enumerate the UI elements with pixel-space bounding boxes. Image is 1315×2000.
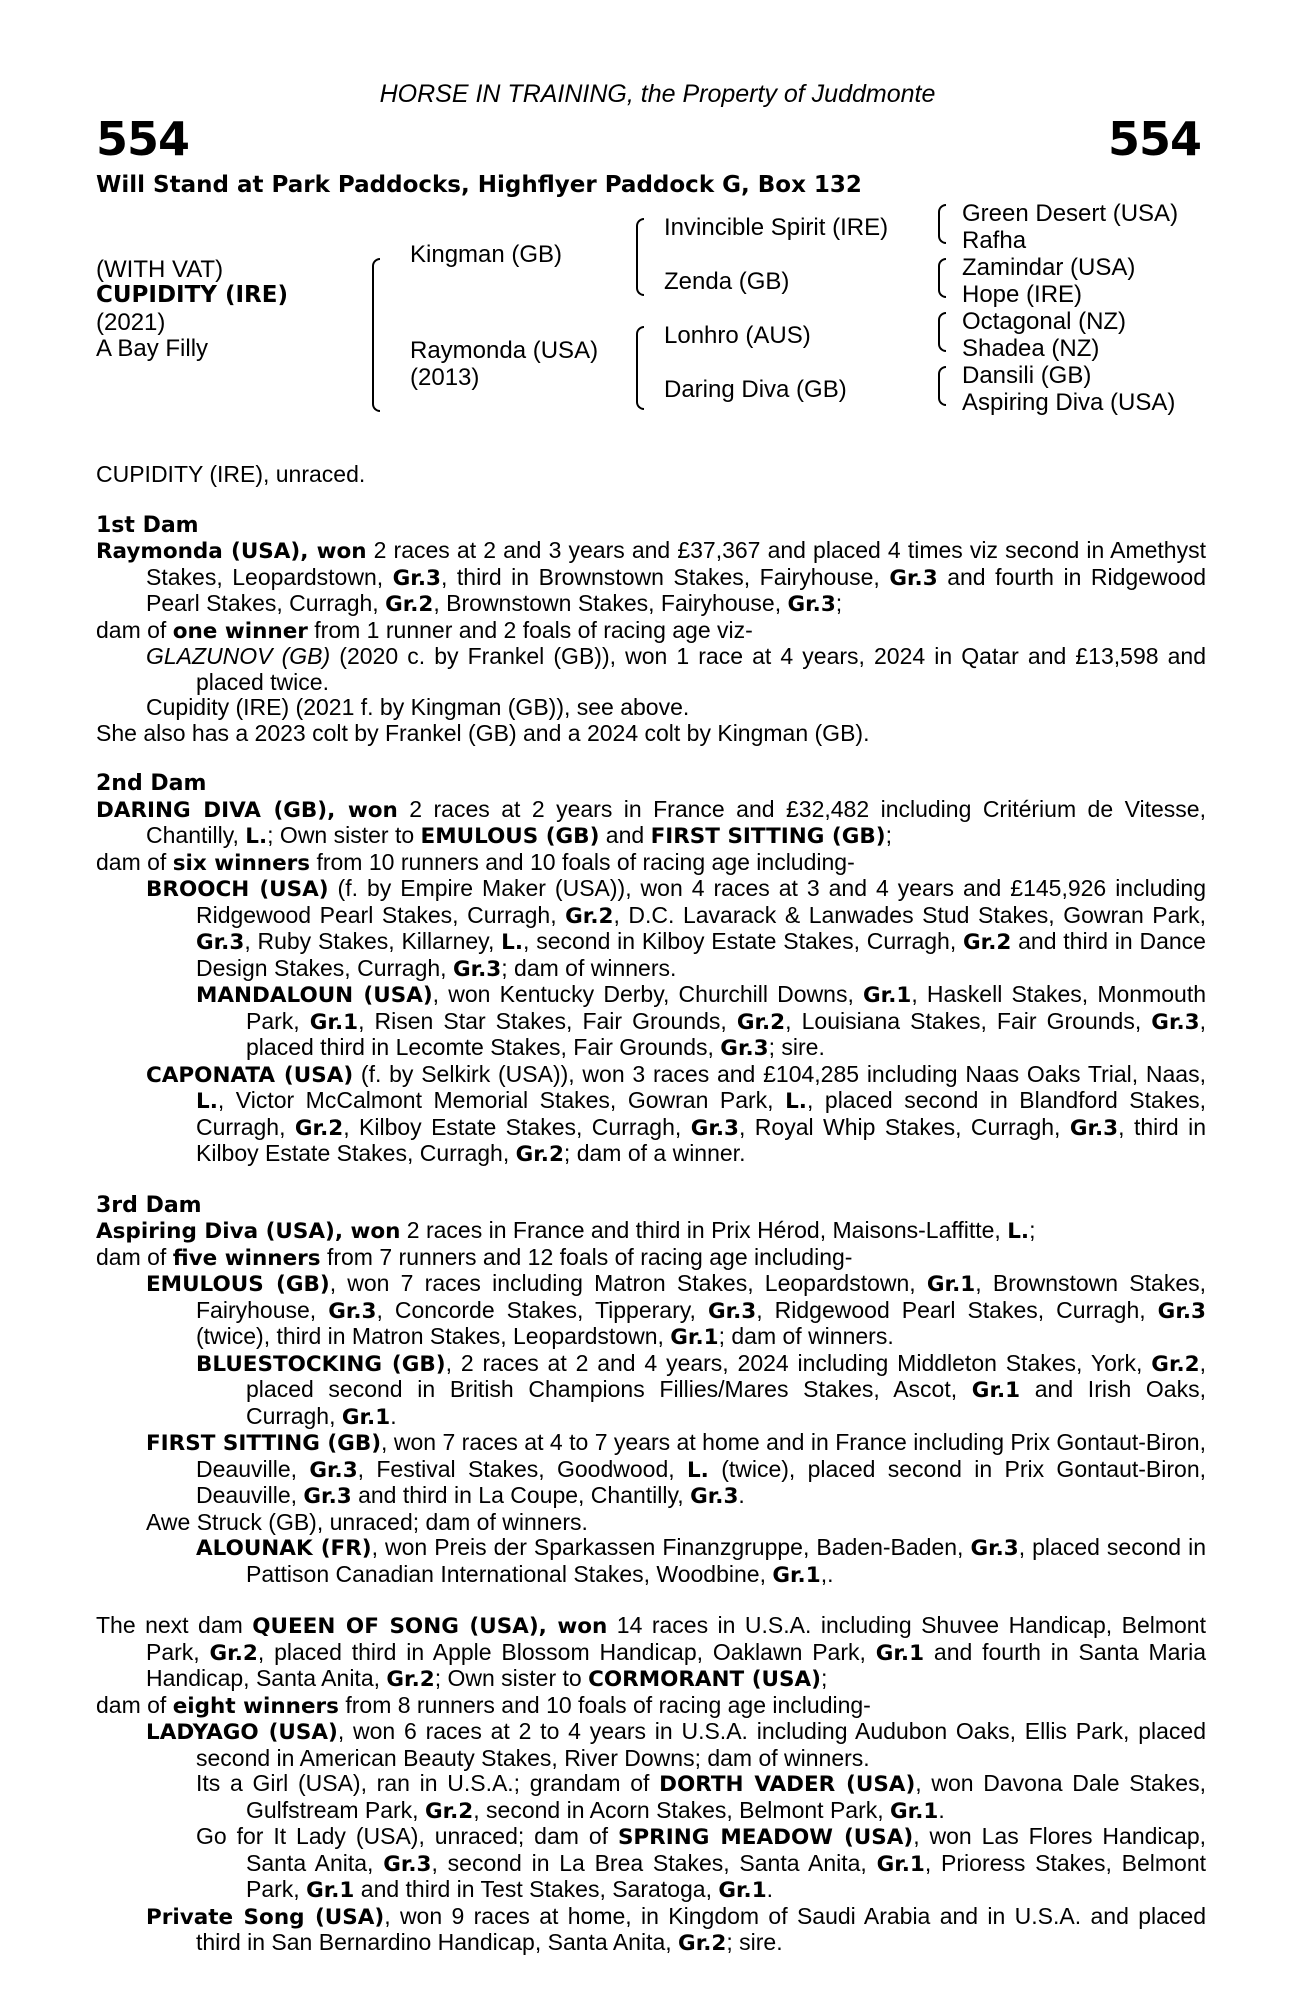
third-dam-record <box>96 1218 1206 1245</box>
produce-name: CAPONATA (USA) <box>146 1062 354 1088</box>
horse-description: A Bay Filly <box>96 335 209 362</box>
produce-entry <box>96 1535 1206 1588</box>
text-segment: from 1 runner and 2 foals of racing age viz- <box>307 616 753 643</box>
produce-name: BROOCH (USA) <box>146 877 329 902</box>
catalogue-header: HORSE IN TRAINING, the Property of Juddmonte <box>379 80 936 108</box>
text-segment: , second in La Brea Stakes, Santa Anita, <box>431 1849 877 1876</box>
catalogue-body <box>96 462 1206 1957</box>
grade-label: L. <box>245 824 268 849</box>
horse-name: CUPIDITY (IRE) <box>96 282 288 308</box>
produce-name: LADYAGO (USA) <box>146 1720 338 1745</box>
grade-label: L. <box>785 1089 807 1114</box>
text-segment: (twice), third in Matron Stakes, Leopardstown, <box>196 1323 671 1349</box>
text-segment: , placed third in Apple Blossom Handicap, Oaklawn Park, <box>257 1638 876 1665</box>
text-segment: 14 races in U.S.A. including Shuvee Handicap, Belmont Park, <box>146 1612 1206 1665</box>
second-dam-produce-summary <box>96 850 1206 877</box>
text-segment: ; dam of a winner. <box>563 1140 746 1166</box>
produce-entry <box>96 982 1206 1062</box>
text-segment: , won Davona Dale Stakes, Gulfstream Park, <box>246 1770 1206 1823</box>
stand-location: Will Stand at Park Paddocks, Highflyer Paddock G, Box 132 <box>96 172 862 198</box>
first-dam-produce-summary <box>96 618 1206 645</box>
text-segment: , second in Acorn Stakes, Belmont Park, <box>473 1796 891 1823</box>
grade-label: Gr.3 <box>690 1484 739 1509</box>
second-dam-name: DARING DIVA (GB) <box>96 797 328 823</box>
text-segment: , Ridgewood Pearl Stakes, Curragh, <box>756 1296 1158 1323</box>
horse-year: (2021) <box>96 309 166 336</box>
grade-label: Gr.1 <box>670 1325 719 1350</box>
grade-label: Gr.3 <box>303 1484 352 1509</box>
produce-entry <box>96 1904 1206 1957</box>
grade-label: Gr.3 <box>707 1298 757 1324</box>
pedigree-dam-sire: Lonhro (AUS) <box>664 322 811 349</box>
text-segment: ; <box>835 590 843 616</box>
text-segment: (f. by Selkirk (USA)), won 3 races and £104,285 including Naas Oaks Trial, Naas, <box>353 1060 1206 1087</box>
grade-label: L. <box>501 930 524 955</box>
pedigree-g3-3: Zamindar (USA) <box>962 254 1136 281</box>
pedigree-sire: Kingman (GB) <box>410 241 563 268</box>
grade-label: L. <box>686 1457 709 1483</box>
pedigree-brace <box>938 366 946 406</box>
text-segment: , Kilboy Estate Stakes, Curragh, <box>343 1113 691 1140</box>
grade-label: Gr.1 <box>875 1640 925 1666</box>
produce-note: She also has a 2023 colt by Frankel (GB) and a 2024 colt by Kingman (GB). <box>96 719 870 746</box>
text-segment: ; <box>820 1665 828 1691</box>
grade-label: Gr.2 <box>565 903 614 929</box>
produce-name: BLUESTOCKING (GB) <box>196 1351 446 1377</box>
text-segment: , Haskell Stakes, Monmouth Park, <box>246 981 1206 1034</box>
text-segment: , won 7 races including Matron Stakes, Leopardstown, <box>329 1270 927 1296</box>
text-segment: ; sire. <box>768 1034 825 1060</box>
text-segment: , won 7 races at 4 to 7 years at home and in France including Prix Gontaut-Biron, Deauville, <box>196 1429 1206 1482</box>
text-segment: and <box>599 822 651 848</box>
grade-label: Gr.3 <box>392 565 441 591</box>
text-segment: Its a Girl (USA), ran in U.S.A.; grandam of <box>196 1770 660 1796</box>
produce-entry: Awe Struck (GB), unraced; dam of winners. <box>146 1508 588 1535</box>
grade-label: Gr.3 <box>383 1851 432 1877</box>
grade-label: Gr.1 <box>309 1009 359 1035</box>
grade-label: Gr.3 <box>452 956 502 982</box>
text-segment: , won Kentucky Derby, Churchill Downs, <box>432 981 864 1007</box>
lot-number-right: 554 <box>1107 112 1201 166</box>
grade-label: Gr.3 <box>309 1457 358 1483</box>
won-label: , won <box>300 539 367 564</box>
third-dam-heading: 3rd Dam <box>96 1192 202 1218</box>
grade-label: Gr.2 <box>294 1115 344 1141</box>
text-segment: , won Preis der Sparkassen Finanzgruppe, Baden-Baden, <box>371 1534 971 1560</box>
winner-count: five winners <box>172 1245 321 1271</box>
text-segment: , Festival Stakes, Goodwood, <box>357 1455 687 1482</box>
grade-label: Gr.2 <box>736 1009 786 1035</box>
third-dam-produce-summary <box>96 1245 1206 1272</box>
pedigree-g3-2: Rafha <box>962 227 1027 254</box>
produce-entry <box>96 644 1206 695</box>
grade-label: Gr.2 <box>385 592 434 617</box>
text-segment: , Concorde Stakes, Tipperary, <box>376 1296 708 1323</box>
pedigree-g3-4: Hope (IRE) <box>962 281 1083 308</box>
text-segment: , Ruby Stakes, Killarney, <box>244 928 502 954</box>
text-segment: 2 races at 2 and 3 years and £37,367 and placed 4 times viz second in Amethyst Stakes, Leopardstown, <box>146 537 1206 590</box>
produce-name: Private Song (USA) <box>146 1904 385 1930</box>
grade-label: Gr.3 <box>1157 1298 1206 1324</box>
text-segment: ; dam of winners. <box>501 954 677 981</box>
pedigree-g3-7: Dansili (GB) <box>962 362 1092 389</box>
text-segment: ; sire. <box>726 1929 783 1955</box>
text-segment: . <box>766 1876 774 1902</box>
text-segment: 2 races at 2 years in France and £32,482 including Critérium de Vitesse, Chantilly, <box>146 795 1206 848</box>
grade-label: Gr.1 <box>876 1851 925 1877</box>
text-segment: The next dam <box>96 1612 253 1638</box>
text-segment: dam of <box>96 1243 173 1270</box>
text-segment: , Risen Star Stakes, Fair Grounds, <box>358 1007 737 1034</box>
winner-count: one winner <box>172 618 308 644</box>
grade-label: Gr.1 <box>306 1878 355 1903</box>
pedigree-dam: Raymonda (USA) <box>410 337 599 364</box>
pedigree-sire-dam: Zenda (GB) <box>664 268 790 295</box>
next-dam-produce-summary <box>96 1693 1206 1720</box>
pedigree-brace <box>938 312 946 352</box>
text-segment: , second in Kilboy Estate Stakes, Curragh, <box>523 928 964 954</box>
pedigree-g3-5: Octagonal (NZ) <box>962 308 1127 335</box>
text-segment: , Louisiana Stakes, Fair Grounds, <box>785 1007 1152 1034</box>
sibling-name: CORMORANT (USA) <box>588 1667 821 1692</box>
text-segment: , Prioress Stakes, Belmont Park, <box>246 1849 1206 1902</box>
third-dam-name: Aspiring Diva (USA) <box>96 1219 335 1244</box>
grade-label: Gr.1 <box>926 1272 976 1297</box>
text-segment: from 7 runners and 12 foals of racing age including- <box>320 1243 853 1270</box>
pedigree-sire-sire: Invincible Spirit (IRE) <box>664 214 889 241</box>
text-segment: (twice), placed second in Prix Gontaut-Biron, Deauville, <box>196 1455 1207 1508</box>
text-segment: ; dam of winners. <box>718 1323 894 1349</box>
text-segment: . <box>738 1482 745 1508</box>
text-segment: , Brownstown Stakes, Fairyhouse, <box>433 590 788 616</box>
next-dam-record <box>96 1613 1206 1693</box>
text-segment: , third in Brownstown Stakes, Fairyhouse, <box>440 563 890 590</box>
text-segment: , Victor McCalmont Memorial Stakes, Gowran Park, <box>217 1087 786 1113</box>
text-segment: and Irish Oaks, Curragh, <box>246 1376 1206 1429</box>
text-segment: ; Own sister to <box>434 1665 589 1691</box>
vat-note: (WITH VAT) <box>96 256 224 283</box>
produce-entry <box>96 876 1206 982</box>
sibling-name: EMULOUS (GB) <box>420 824 600 849</box>
winner-count: eight winners <box>172 1693 339 1719</box>
won-label: , won <box>327 797 398 823</box>
text-segment: (f. by Empire Maker (USA)), won 4 races at 3 and 4 years and £145,926 including Ridgewood Pearl Stakes, Curragh, <box>196 875 1206 928</box>
next-dam-name: QUEEN OF SONG (USA) <box>252 1614 539 1639</box>
grade-label: Gr.3 <box>970 1536 1019 1561</box>
text-segment: 2 races in France and third in Prix Hérod, Maisons-Laffitte, <box>400 1217 1008 1243</box>
text-segment: , placed second in British Champions Fillies/Mares Stakes, Ascot, <box>246 1349 1206 1402</box>
text-segment: , D.C. Lavarack & Lanwades Stud Stakes, Gowran Park, <box>613 901 1206 928</box>
produce-name: EMULOUS (GB) <box>146 1272 330 1297</box>
text-segment: , placed second in Pattison Canadian International Stakes, Woodbine, <box>246 1534 1206 1587</box>
text-segment: , 2 races at 2 and 4 years, 2024 including Middleton Stakes, York, <box>445 1349 1152 1376</box>
grade-label: Gr.3 <box>889 565 938 591</box>
grade-label: Gr.2 <box>515 1142 564 1167</box>
first-dam-record <box>96 538 1206 618</box>
text-segment: and third in La Coupe, Chantilly, <box>351 1482 691 1508</box>
text-segment: (2020 c. by Frankel (GB)), won 1 race at 4 years, 2024 in Qatar and £13,598 and placed twice. <box>196 643 1206 695</box>
produce-entry <box>96 1824 1206 1904</box>
pedigree-brace <box>636 218 644 296</box>
text-segment: and third in Dance Design Stakes, Curragh, <box>196 928 1206 981</box>
grade-label: Gr.2 <box>424 1798 474 1824</box>
text-segment: ; <box>1029 1217 1036 1243</box>
grade-label: Gr.2 <box>963 930 1012 955</box>
winner-count: six winners <box>172 850 311 876</box>
grade-label: Gr.3 <box>196 930 245 955</box>
pedigree-g3-8: Aspiring Diva (USA) <box>962 389 1176 416</box>
produce-entry <box>96 1351 1206 1431</box>
grade-label: Gr.3 <box>328 1298 377 1324</box>
grade-label: Gr.3 <box>720 1036 769 1061</box>
grade-label: Gr.3 <box>1151 1009 1200 1035</box>
produce-entry: Cupidity (IRE) (2021 f. by Kingman (GB)), see above. <box>146 694 690 720</box>
grade-label: Gr.1 <box>971 1378 1021 1403</box>
pedigree-dam-dam: Daring Diva (GB) <box>664 376 847 403</box>
text-segment: dam of <box>96 616 173 643</box>
pedigree-brace <box>938 204 946 244</box>
won-label: , won <box>334 1219 401 1244</box>
produce-name: GLAZUNOV (GB) <box>146 643 331 669</box>
text-segment: and third in Test Stakes, Saratoga, <box>354 1876 719 1902</box>
grade-label: Gr.1 <box>890 1798 939 1824</box>
pedigree-g3-1: Green Desert (USA) <box>962 200 1179 227</box>
produce-name: ALOUNAK (FR) <box>196 1536 372 1561</box>
grade-label: Gr.1 <box>718 1878 767 1903</box>
grade-label: Gr.3 <box>690 1115 739 1141</box>
pedigree-g3-6: Shadea (NZ) <box>962 335 1100 362</box>
text-segment: , third in Kilboy Estate Stakes, Curragh, <box>196 1113 1206 1166</box>
text-segment: Go for It Lady (USA), unraced; dam of <box>196 1823 618 1849</box>
grade-label: Gr.3 <box>787 592 836 617</box>
grade-label: Gr.2 <box>678 1931 727 1956</box>
produce-entry <box>96 1271 1206 1351</box>
grade-label: Gr.1 <box>863 983 912 1008</box>
lot-number-left: 554 <box>96 112 190 166</box>
text-segment: , placed third in Lecomte Stakes, Fair Grounds, <box>246 1007 1206 1060</box>
text-segment: dam of <box>96 1691 173 1718</box>
text-segment: . <box>390 1402 397 1429</box>
text-segment: , won 6 races at 2 to 4 years in U.S.A. including Audubon Oaks, Ellis Park, placed second in American Beauty Stakes, River Downs; dam of winners. <box>196 1718 1207 1771</box>
grade-label: Gr.3 <box>1069 1115 1119 1141</box>
produce-entry <box>96 1062 1206 1168</box>
text-segment: ; <box>885 822 892 848</box>
pedigree-dam-year: (2013) <box>410 364 480 391</box>
grade-label: L. <box>196 1089 218 1114</box>
text-segment: ; Own sister to <box>267 822 421 848</box>
text-segment: dam of <box>96 848 173 875</box>
second-dam-heading: 2nd Dam <box>96 771 207 796</box>
first-dam-heading: 1st Dam <box>96 512 199 538</box>
produce-name: DORTH VADER (USA) <box>659 1772 916 1797</box>
sibling-name: FIRST SITTING (GB) <box>650 824 886 849</box>
text-segment: , won Las Flores Handicap, Santa Anita, <box>246 1823 1207 1876</box>
grade-label: Gr.2 <box>209 1640 258 1666</box>
text-segment: . <box>938 1796 945 1823</box>
grade-label: Gr.2 <box>1151 1351 1200 1377</box>
produce-name: MANDALOUN (USA) <box>196 983 433 1008</box>
text-segment: ,. <box>820 1560 834 1587</box>
text-segment: from 8 runners and 10 foals of racing age including- <box>338 1691 871 1718</box>
text-segment: and fourth in Ridgewood Pearl Stakes, Curragh, <box>146 563 1206 616</box>
produce-entry <box>96 1430 1206 1510</box>
text-segment: , won 9 races at home, in Kingdom of Saudi Arabia and in U.S.A. and placed third in San Bernardino Handicap, Santa Anita, <box>196 1902 1206 1955</box>
pedigree-brace <box>372 258 380 412</box>
first-dam-name: Raymonda (USA) <box>96 539 301 564</box>
produce-name: SPRING MEADOW (USA) <box>617 1825 914 1850</box>
pedigree-brace <box>938 258 946 298</box>
text-segment: and fourth in Santa Maria Handicap, Santa Anita, <box>146 1638 1206 1691</box>
grade-label: Gr.1 <box>772 1562 821 1588</box>
second-dam-record <box>96 797 1206 850</box>
produce-name: FIRST SITTING (GB) <box>146 1431 382 1456</box>
grade-label: Gr.1 <box>341 1404 391 1430</box>
won-label: , won <box>538 1614 608 1639</box>
pedigree-brace <box>636 326 644 410</box>
grade-label: L. <box>1007 1219 1030 1244</box>
text-segment: from 10 runners and 10 foals of racing age including- <box>310 848 855 875</box>
produce-entry <box>96 1771 1206 1824</box>
intro-line: CUPIDITY (IRE), unraced. <box>96 461 366 487</box>
text-segment: , Brownstown Stakes, Fairyhouse, <box>196 1270 1206 1323</box>
grade-label: Gr.2 <box>386 1667 435 1692</box>
text-segment: , placed second in Blandford Stakes, Curragh, <box>196 1087 1206 1140</box>
text-segment: , Royal Whip Stakes, Curragh, <box>739 1113 1070 1140</box>
produce-entry <box>96 1719 1206 1771</box>
